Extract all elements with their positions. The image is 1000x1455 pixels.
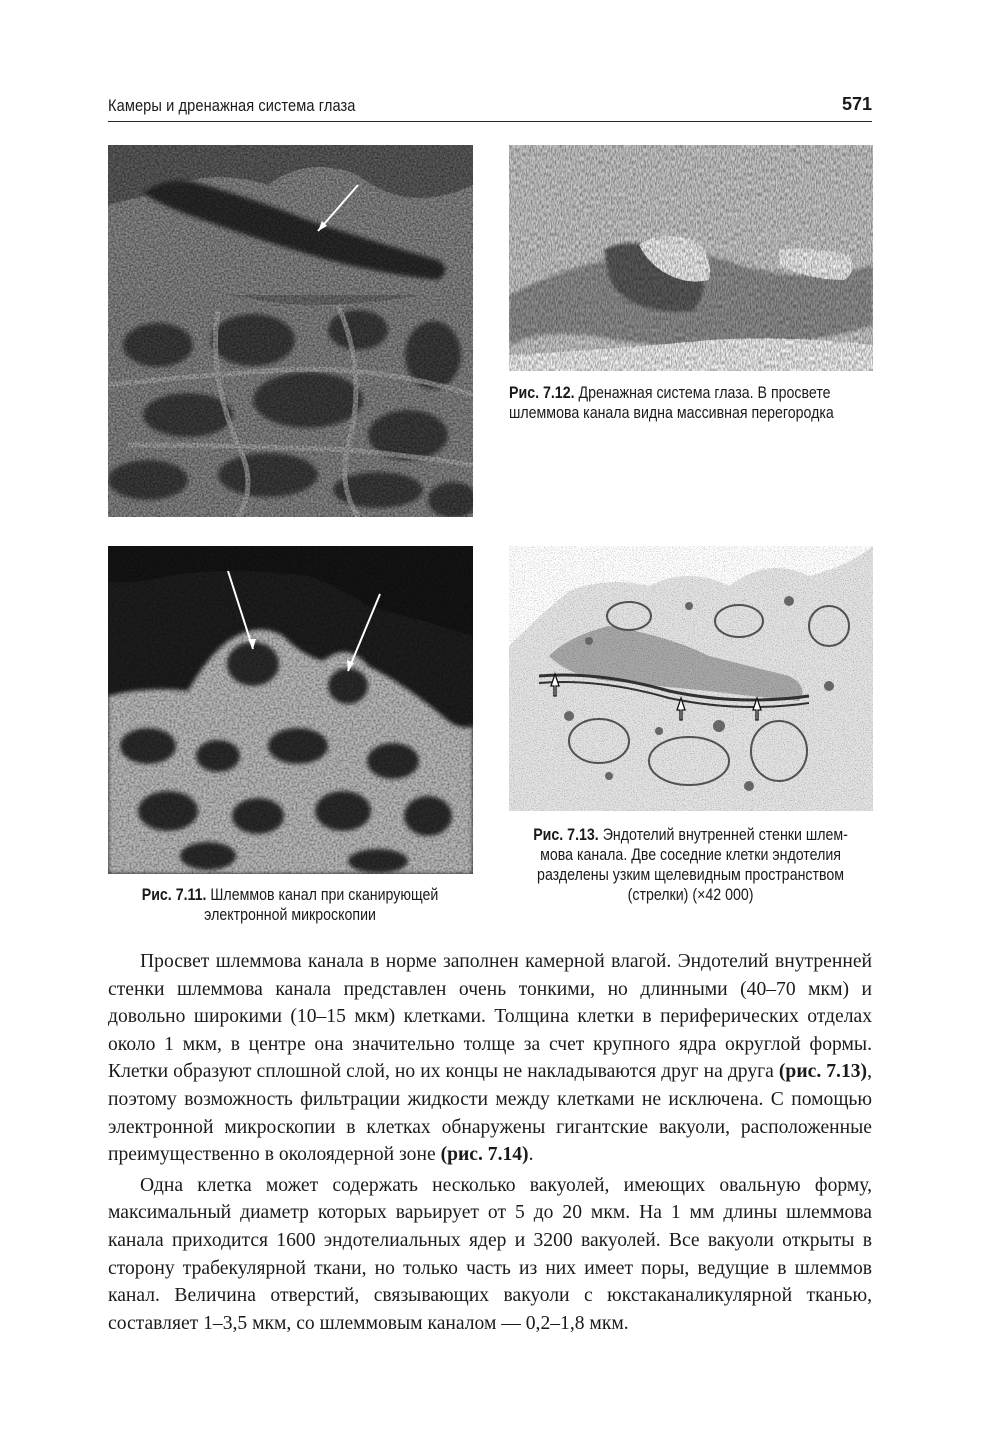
caption-text: Эндотелий внутренней стенки шлем- [602, 826, 848, 844]
caption-line [108, 885, 472, 905]
body-text [108, 948, 872, 1340]
paragraph-2: Одна клетка может содержать несколько вакуолей, имеющих овальную форму, максимальный диаметр которых варьирует от 5 до 20 мкм. На 1 мм длины шлеммова канала приходится 1600 эндотелиальных ядер и 3200 вакуолей. Все вакуоли открыты в сторону трабекулярной ткани, но только часть из них имеет поры, ведущие в шлеммов канал. Величина отверстий, связывающих вакуоли с юкстаканаликулярной тканью, составляет 1–3,5 мкм, со шлеммовым каналом — 0,2–1,8 мкм. [108, 1174, 872, 1334]
caption-text: Дренажная система глаза. В просвете [578, 384, 831, 402]
micrograph-fig-7-11 [108, 546, 473, 874]
page-number: 571 [841, 94, 872, 114]
figure-label: Рис. 7.12. [509, 384, 575, 402]
paragraph-text: . [528, 1144, 534, 1166]
micrograph-fig-7-12 [509, 145, 873, 371]
micrograph-fig-7-13 [509, 546, 873, 811]
caption-line: электронной микроскопии [204, 906, 376, 924]
paragraph-1 [108, 948, 872, 1169]
caption-line [509, 383, 872, 403]
caption-fig-7-11 [108, 885, 473, 925]
caption-fig-7-13 [509, 825, 873, 905]
caption-fig-7-12 [509, 383, 873, 423]
caption-line [509, 825, 872, 845]
figure-reference[interactable]: (рис. 7.14) [440, 1144, 529, 1166]
running-title: Камеры и дренажная система глаза [108, 96, 356, 115]
caption-line: шлеммова канала видна массивная перегородка [509, 404, 834, 422]
caption-line: (стрелки) (×42 000) [627, 886, 754, 904]
running-head [108, 92, 872, 122]
micrograph-sem-top [108, 145, 473, 517]
paragraph-text: , поэтому возможность фильтрации жидкости между клетками не исключена. С помощью электронной микроскопии в клетках обнаружены гигантские вакуоли, расположенные преимущественно в околоядерной зоне [108, 1061, 872, 1166]
figure-label: Рис. 7.13. [533, 826, 599, 844]
caption-text: Шлеммов канал при сканирующей [210, 886, 439, 904]
figure-label: Рис. 7.11. [141, 886, 207, 904]
figure-reference[interactable]: (рис. 7.13) [778, 1061, 868, 1083]
caption-line: мова канала. Две соседние клетки эндотелия [540, 846, 841, 864]
paragraph-text: Просвет шлеммова канала в норме заполнен камерной влагой. Эндотелий внутренней стенки шлеммова канала представлен очень тонкими, но длинными (40–70 мкм) и довольно широкими (10–15 мкм) клетками. Толщина клетки в периферических отделах около 1 мкм, в центре она значительно толще за счет крупного ядра округлой формы. Клетки образуют сплошной слой, но их концы не накладываются друг на друга [108, 951, 872, 1083]
caption-line: разделены узким щелевидным пространством [537, 866, 845, 884]
